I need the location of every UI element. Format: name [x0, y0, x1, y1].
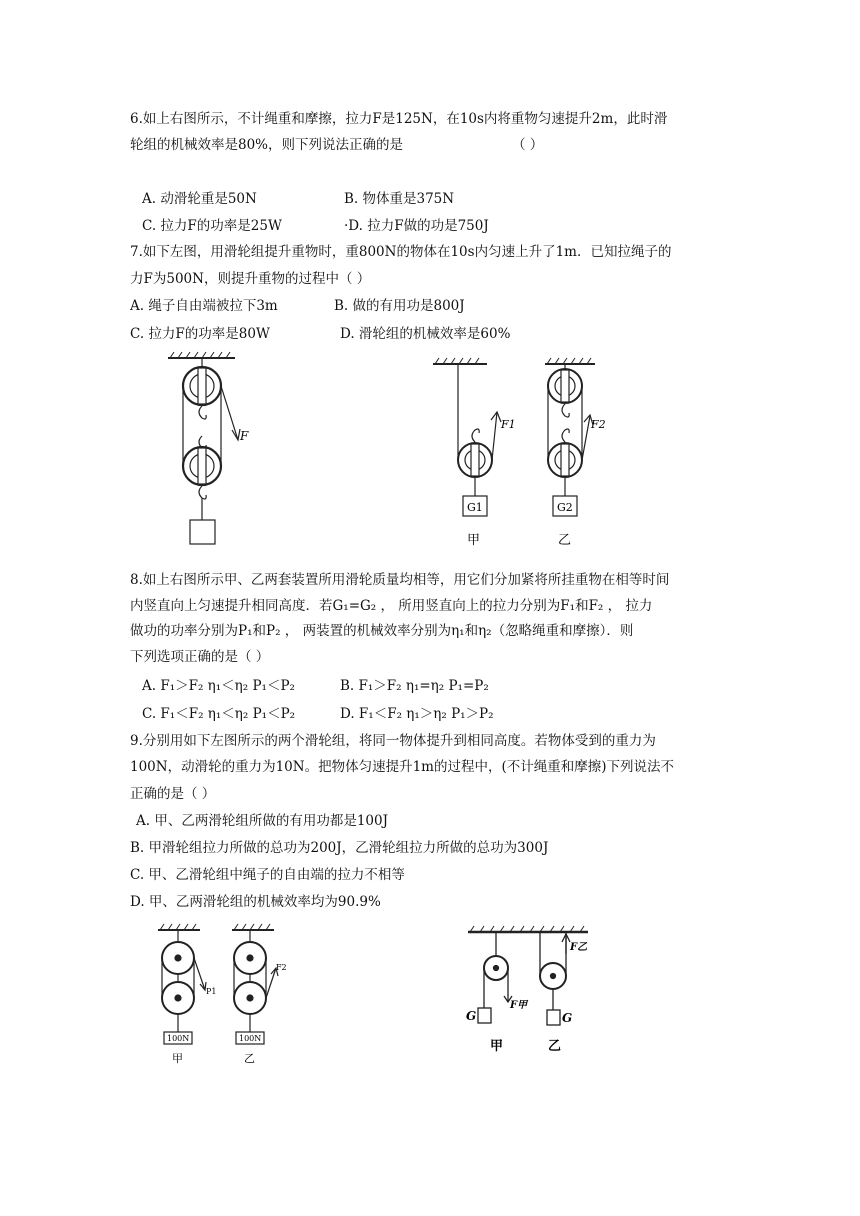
- q9-line1: 9.分别用如下左图所示的两个滑轮组，将同一物体提升到相同高度。若物体受到的重力为: [130, 733, 656, 749]
- q6-option-d: ·D. 拉力F做的功是750J: [344, 218, 489, 234]
- force-f-label: F: [240, 429, 249, 443]
- q9-line2: 100N，动滑轮的重力为10N。把物体匀速提升1m的过程中，(不计绳重和摩擦)下列说法不: [130, 759, 674, 775]
- pulley-figure-q9-right: [458, 924, 598, 1060]
- weight-g1-label: G1: [467, 501, 483, 514]
- q8-line2: 内竖直向上匀速提升相同高度．若G₁=G₂ ， 所用竖直向上的拉力分别为F₁和F₂ ， 拉力: [130, 598, 653, 614]
- q8-option-d: D. F₁＜F₂ η₁＞η₂ P₁＞P₂: [340, 706, 494, 722]
- pulley-figure-q7: [160, 348, 270, 548]
- weight-g-label-left: G: [466, 1009, 477, 1023]
- label-jia: 甲: [467, 533, 481, 548]
- force-f2-label: F2: [591, 418, 606, 431]
- q7-option-d: D. 滑轮组的机械效率是60%: [340, 326, 511, 342]
- weight-g2-label: G2: [557, 501, 573, 514]
- q8-option-c: C. F₁＜F₂ η₁＜η₂ P₁＜P₂: [142, 706, 296, 722]
- pulley-figure-q9-left: [150, 920, 300, 1072]
- q7-option-a: A. 绳子自由端被拉下3m: [130, 298, 278, 314]
- q7-option-c: C. 拉力F的功率是80W: [130, 326, 270, 342]
- q8-line4: 下列选项正确的是（ ）: [130, 649, 270, 665]
- q8-option-b: B. F₁＞F₂ η₁=η₂ P₁=P₂: [340, 678, 489, 694]
- q8-option-a: A. F₁＞F₂ η₁＜η₂ P₁＜P₂: [142, 678, 295, 694]
- q7-line2: 力F为500N，则提升重物的过程中（ ）: [130, 271, 371, 287]
- q6-option-a: A. 动滑轮重是50N: [142, 191, 257, 207]
- q6-option-c: C. 拉力F的功率是25W: [142, 218, 282, 234]
- q6-option-b: B. 物体重是375N: [344, 191, 455, 207]
- q7-option-b: B. 做的有用功是800J: [334, 298, 465, 314]
- q9-line3: 正确的是（ ）: [130, 786, 216, 802]
- weight-label-left: 100N: [167, 1034, 190, 1043]
- weight-label-right: 100N: [239, 1034, 262, 1043]
- label-yi: 乙: [558, 533, 572, 548]
- force-fjia-label: F甲: [510, 1000, 528, 1011]
- q8-line3: 做功的功率分别为P₁和P₂ ， 两装置的机械效率分别为η₁和η₂（忽略绳重和摩擦）．则: [130, 623, 634, 639]
- label-yi: 乙: [548, 1039, 562, 1054]
- q6-line2: 轮组的机械效率是80%，则下列说法正确的是: [130, 137, 404, 153]
- label-p1: P1: [206, 987, 217, 996]
- q8-line1: 8.如上右图所示甲、乙两套装置所用滑轮质量均相等，用它们分加紧将所挂重物在相等时间: [130, 572, 670, 588]
- label-yi: 乙: [244, 1052, 255, 1065]
- weight-g-label-right: G: [562, 1011, 573, 1025]
- label-f2: F2: [276, 963, 287, 972]
- q9-option-d: D. 甲、乙两滑轮组的机械效率均为90.9%: [130, 894, 381, 910]
- q6-line1: 6.如上右图所示，不计绳重和摩擦，拉力F是125N，在10s内将重物匀速提升2m，此时滑: [130, 111, 668, 127]
- label-jia: 甲: [172, 1052, 183, 1065]
- label-jia: 甲: [490, 1039, 504, 1054]
- q7-line1: 7.如下左图，用滑轮组提升重物时，重800N的物体在10s内匀速上升了1m．已知拉绳子的: [130, 244, 672, 260]
- force-fyi-label: F乙: [570, 942, 588, 953]
- q9-option-c: C. 甲、乙滑轮组中绳子的自由端的拉力不相等: [130, 867, 405, 883]
- q6-answer-paren: （ ）: [512, 137, 544, 153]
- force-f1-label: F1: [501, 418, 516, 431]
- pulley-figure-q8: [425, 356, 625, 552]
- q9-option-b: B. 甲滑轮组拉力所做的总功为200J，乙滑轮组拉力所做的总功为300J: [130, 840, 549, 856]
- q9-option-a: A. 甲、乙两滑轮组所做的有用功都是100J: [136, 813, 389, 829]
